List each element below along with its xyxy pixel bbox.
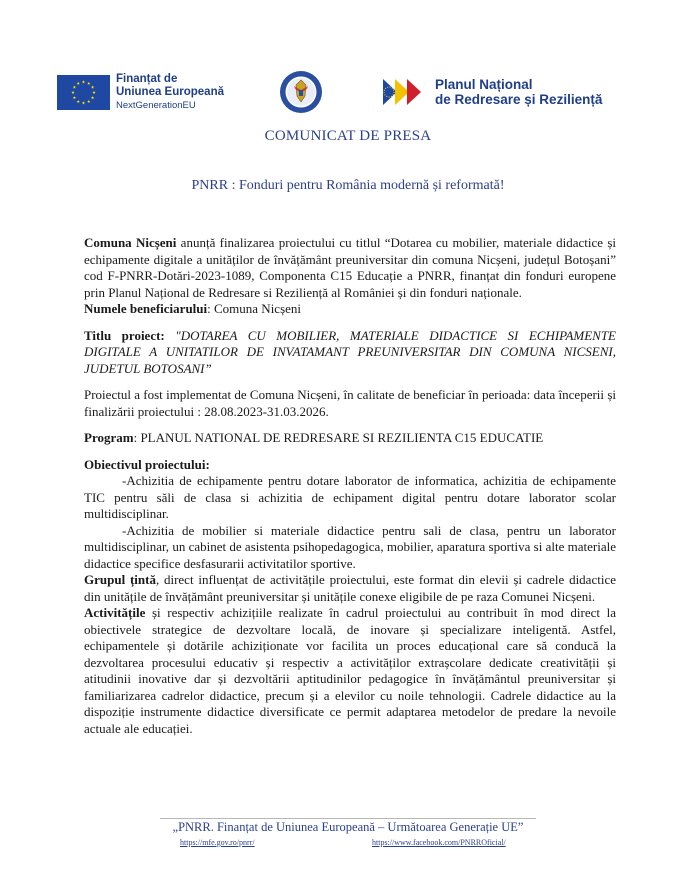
implementation-paragraph: Proiectul a fost implementat de Comuna Nicșeni, în calitate de beneficiar în perioada: data începerii și finalizării proiectului : 28.08.2023-31.03.2026. bbox=[84, 387, 616, 419]
pnrr-line2: de Redresare și Reziliență bbox=[435, 92, 603, 107]
eu-star-icon bbox=[87, 82, 90, 85]
eu-line2: Uniunea Europeană bbox=[116, 86, 224, 98]
eu-star-icon bbox=[77, 82, 80, 85]
document-body bbox=[84, 235, 616, 737]
project-title-paragraph bbox=[84, 328, 616, 378]
eu-star-icon bbox=[91, 86, 94, 89]
eu-line1: Finanțat de bbox=[116, 73, 178, 85]
eu-star-icon bbox=[92, 91, 95, 94]
pnrr-text bbox=[435, 77, 602, 107]
eu-funding-logo bbox=[57, 73, 224, 112]
program-value: : PLANUL NATIONAL DE REDRESARE SI REZILIENTA C15 EDUCATIE bbox=[133, 430, 544, 445]
mfe-link[interactable]: https://mfe.gov.ro/pnrr/ bbox=[180, 838, 255, 847]
eu-star-icon bbox=[82, 80, 85, 83]
romanian-government-seal-icon bbox=[279, 70, 323, 114]
pnrr-line1: Planul Național bbox=[435, 77, 533, 92]
objective-item-1: -Achizitia de echipamente pentru dotare laborator de informatica, achizitia de echipamente TIC pentru săli de clasa si achizitia de echipament digital pentru dotare laborator scolar multidisciplinar. bbox=[84, 473, 616, 521]
eu-star-icon bbox=[77, 100, 80, 103]
activities-text: și respectiv achizițiile realizate în cadrul proiectului au contribuit în mod direct la obiectivele strategice de dezvoltare locală, de inovare și specializare inteligentă. Astfel, echipamentele și dotările achiziționate vor facilita un proces educațional care să conducă la dezvoltarea procesului educativ și respectiv a activităților extrașcolare dedicate creativității și atitudinii inovative dar și dezvoltării aptitudinilor pedagogice în învățământul preuniversitar și familiarizarea cadrelor didactice, precum și a elevilor cu noile tehnologii. Cadrele didactice au la dispoziție instrumente didactice diversificate ce permit adaptarea metodelor de predare la nevoile actuale ale educației. bbox=[84, 605, 616, 736]
project-title-value: "DOTAREA CU MOBILIER, MATERIALE DIDACTICE SI ECHIPAMENTE DIGITALE A UNITATILOR DE INVATAMANT PREUNIVERSITAR DIN COMUNA NICSENI, JUDETUL BOTOSANI” bbox=[84, 327, 616, 376]
activities-paragraph bbox=[84, 605, 616, 737]
pnrr-arrows-icon bbox=[381, 76, 431, 108]
beneficiary-paragraph bbox=[84, 301, 616, 318]
target-paragraph bbox=[84, 572, 616, 605]
intro-text: anunță finalizarea proiectului cu titlul “Dotarea cu mobilier, materiale didactice și echipamente digitale a unităților de învățământ preuniversitar din comuna Nicșeni, județul Botoșani” cod F-PNRR-Dotări-2023-1089, Componenta C15 Educație a PNRR, finanțat din fonduri europene prin Planul Național de Redresare si Reziliență al României și din fonduri naționale. bbox=[84, 235, 616, 300]
eu-star-icon bbox=[71, 91, 74, 94]
eu-star-icon bbox=[87, 100, 90, 103]
eu-line3: NextGenerationEU bbox=[116, 100, 196, 111]
eu-flag-icon bbox=[57, 75, 110, 110]
eu-funding-text bbox=[116, 73, 224, 112]
footer-divider bbox=[160, 818, 536, 819]
eu-star-icon bbox=[73, 86, 76, 89]
header-logos bbox=[0, 70, 696, 120]
target-text: , direct influențat de activitățile proiectului, este format din elevii și cadrele didactice din unitățile de învățământ preuniversitar și unitățile conexe eligibile de pe raza Comunei Nicșeni. bbox=[84, 572, 616, 604]
eu-star-icon bbox=[73, 96, 76, 99]
document-subtitle: PNRR : Fonduri pentru România modernă și reformată! bbox=[191, 178, 505, 193]
facebook-link[interactable]: https://www.facebook.com/PNRROficial/ bbox=[372, 838, 506, 847]
footer-text: „PNRR. Finanțat de Uniunea Europeană – Următoarea Generație UE” bbox=[172, 820, 524, 834]
objective-label: Obiectivul proiectului: bbox=[84, 456, 210, 472]
target-label: Grupul țintă bbox=[84, 572, 156, 587]
footer-links bbox=[0, 838, 696, 852]
project-title-label: Titlu proiect: bbox=[84, 327, 165, 343]
activities-label: Activitățile bbox=[84, 605, 146, 620]
beneficiary-value: : Comuna Nicșeni bbox=[207, 301, 302, 316]
intro-paragraph bbox=[84, 235, 616, 301]
pnrr-logo bbox=[381, 76, 602, 108]
eu-star-icon bbox=[82, 101, 85, 104]
program-label: Program bbox=[84, 430, 134, 445]
document-title: COMUNICAT DE PRESA bbox=[264, 128, 432, 144]
eu-star-icon bbox=[91, 96, 94, 99]
beneficiary-label: Numele beneficiarului bbox=[84, 301, 208, 316]
objective-item-2: -Achizitia de mobilier si materiale didactice pentru sali de clasa, pentru un laborator multidisciplinar, un cabinet de asistenta psihopedagogica, mobilier, aparatura sportiva si alte materiale didactice specifice desfasurarii activitatilor sportive. bbox=[84, 522, 616, 571]
program-paragraph bbox=[84, 430, 616, 447]
intro-bold: Comuna Nicșeni bbox=[84, 235, 177, 250]
